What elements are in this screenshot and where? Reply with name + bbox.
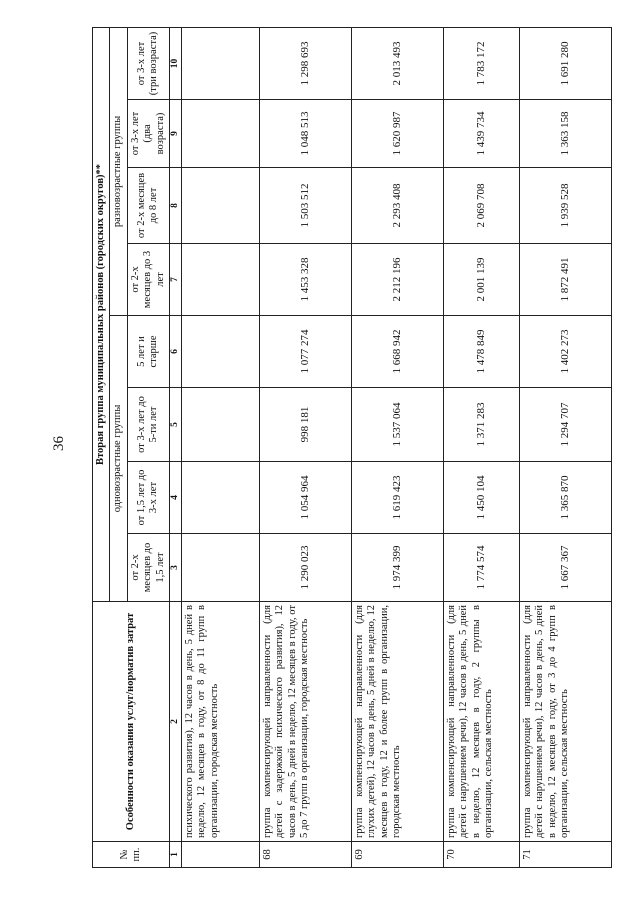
page-number: 36 (51, 436, 67, 451)
cell-value: 1 668 942 (352, 316, 444, 388)
column-index: 3 (169, 534, 181, 602)
row-number: 68 (260, 842, 352, 868)
cell-value: 2 001 139 (444, 244, 520, 316)
header-group-title: Вторая группа муниципальных районов (городских округов)** (93, 27, 110, 601)
subcol-header: от 3-х лет (три возраста) (127, 27, 169, 99)
table-row (352, 27, 444, 867)
cell-value: 1 365 870 (520, 462, 612, 534)
cell-value: 1 402 273 (520, 316, 612, 388)
cell-value (182, 27, 260, 99)
cell-value: 1 077 274 (260, 316, 352, 388)
header-num: № пп. (93, 842, 170, 868)
cell-value (182, 534, 260, 602)
column-index: 7 (169, 244, 181, 316)
cell-value: 1 939 528 (520, 168, 612, 244)
column-index: 1 (169, 842, 181, 868)
cell-value: 1 450 104 (444, 462, 520, 534)
cell-value (182, 168, 260, 244)
table-row (444, 27, 520, 867)
cell-value (182, 388, 260, 462)
cell-value: 1 974 399 (352, 534, 444, 602)
subcol-header: 5 лет и старше (127, 316, 169, 388)
column-index: 4 (169, 462, 181, 534)
cell-value: 1 439 734 (444, 100, 520, 168)
header-feature: Особенности оказания услуг/норматив затрат (93, 602, 170, 842)
subcol-header: от 2-х месяцев до 3 лет (127, 244, 169, 316)
subcol-header: от 2-х месяцев до 1,5 лет (127, 534, 169, 602)
cell-value: 1 620 987 (352, 100, 444, 168)
cell-value: 2 293 408 (352, 168, 444, 244)
subcol-header: от 3-х лет (два возраста) (127, 100, 169, 168)
column-index: 6 (169, 316, 181, 388)
row-number: 71 (520, 842, 612, 868)
cell-value: 2 013 493 (352, 27, 444, 99)
header-same-age: одновозрастные группы (110, 316, 127, 602)
cell-value: 2 069 708 (444, 168, 520, 244)
subcol-header: от 1,5 лет до 3-х лет (127, 462, 169, 534)
cost-table (92, 27, 612, 868)
cell-value (182, 244, 260, 316)
subcol-header: от 2-х месяцев до 8 лет (127, 168, 169, 244)
cell-value: 1 783 172 (444, 27, 520, 99)
cell-value: 1 453 328 (260, 244, 352, 316)
row-number: 70 (444, 842, 520, 868)
row-number (182, 842, 260, 868)
cell-value (182, 462, 260, 534)
cell-value: 998 181 (260, 388, 352, 462)
cell-value (182, 100, 260, 168)
cell-value: 1 054 964 (260, 462, 352, 534)
row-description: группа компенсирующей направленности (для детей с нарушением речи), 12 часов в день, 5 дней в неделю, 12 месяцев в году, от 3 до 4 групп в организации, сельская местность (520, 602, 612, 842)
cell-value: 1 048 513 (260, 100, 352, 168)
cell-value: 1 294 707 (520, 388, 612, 462)
cell-value: 1 290 023 (260, 534, 352, 602)
rotated-table-wrapper (92, 28, 592, 868)
cell-value: 1 298 693 (260, 27, 352, 99)
cell-value: 1 363 158 (520, 100, 612, 168)
cell-value (182, 316, 260, 388)
cell-value: 1 872 491 (520, 244, 612, 316)
subcol-header: от 3-х лет до 5-ти лет (127, 388, 169, 462)
column-index: 10 (169, 27, 181, 99)
cell-value: 1 503 512 (260, 168, 352, 244)
row-number: 69 (352, 842, 444, 868)
row-description: группа компенсирующей направленности (для детей с задержкой психического развития), 12 часов в день, 5 дней в неделю, 12 месяцев в году, от 5 до 7 групп в организации, городская местность (260, 602, 352, 842)
table-row (182, 27, 260, 867)
table-row (260, 27, 352, 867)
row-description: группа компенсирующей направленности (для детей с нарушением речи), 12 часов в день, 5 дней в неделю, 12 месяцев в году, 2 группы в организации, сельская местность (444, 602, 520, 842)
cell-value: 1 619 423 (352, 462, 444, 534)
column-index: 2 (169, 602, 181, 842)
row-description: психического развития), 12 часов в день, 5 дней в неделю, 12 месяцев в году, от 8 до 11 групп в организации, городская местность (182, 602, 260, 842)
header-mixed-age: разновозрастные группы (110, 27, 127, 315)
column-index: 5 (169, 388, 181, 462)
cell-value: 1 667 367 (520, 534, 612, 602)
cell-value: 1 371 283 (444, 388, 520, 462)
column-index: 8 (169, 168, 181, 244)
cell-value: 2 212 196 (352, 244, 444, 316)
cell-value: 1 774 574 (444, 534, 520, 602)
table-row (520, 27, 612, 867)
cell-value: 1 478 849 (444, 316, 520, 388)
cell-value: 1 537 064 (352, 388, 444, 462)
cell-value: 1 691 280 (520, 27, 612, 99)
row-description: группа компенсирующей направленности (для глухих детей), 12 часов в день, 5 дней в неделю, 12 месяцев в году, 12 и более групп в организации, городская местность (352, 602, 444, 842)
column-index: 9 (169, 100, 181, 168)
